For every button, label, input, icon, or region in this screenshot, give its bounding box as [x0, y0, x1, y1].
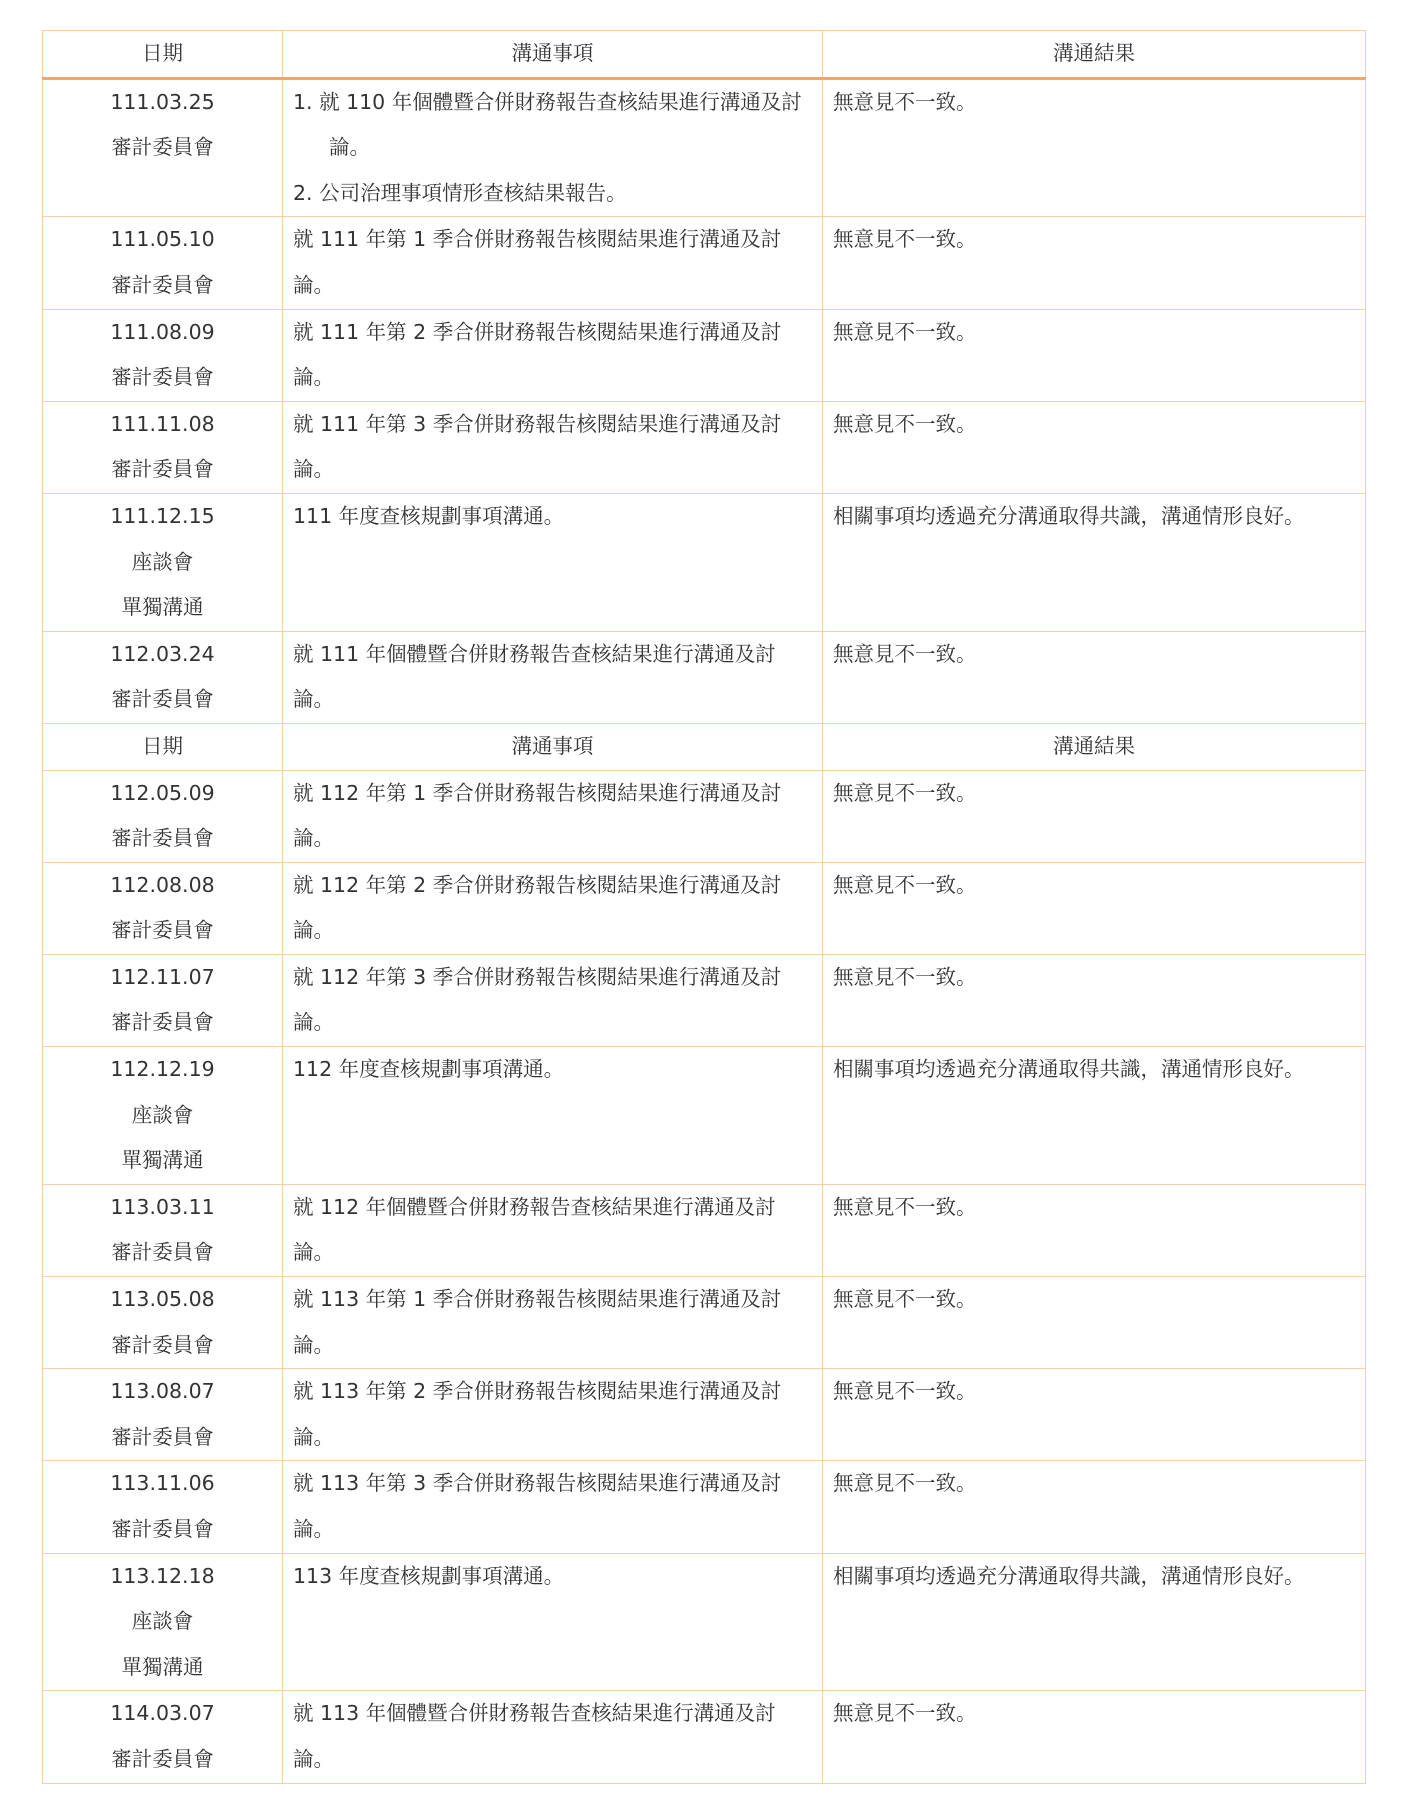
date-cell — [43, 1184, 283, 1276]
table-row — [43, 401, 1366, 493]
result-cell: 無意見不一致。 — [823, 770, 1366, 862]
matter-text: 就 111 年第 2 季合併財務報告核閱結果進行溝通及討論。 — [293, 319, 782, 390]
matter-text: 113 年度查核規劃事項溝通。 — [293, 1563, 565, 1588]
result-cell: 無意見不一致。 — [823, 1369, 1366, 1461]
meeting-type: 審計委員會 — [111, 1424, 214, 1449]
result-cell: 無意見不一致。 — [823, 631, 1366, 723]
matter-text: 就 112 年第 3 季合併財務報告核閱結果進行溝通及討論。 — [293, 964, 782, 1035]
meeting-date: 113.03.11 — [110, 1194, 215, 1219]
result-cell: 相關事項均透過充分溝通取得共識，溝通情形良好。 — [823, 1047, 1366, 1185]
matter-text: 就 113 年第 3 季合併財務報告核閱結果進行溝通及討論。 — [293, 1471, 782, 1541]
result-cell: 無意見不一致。 — [823, 309, 1366, 401]
date-cell — [43, 954, 283, 1046]
matter-cell — [283, 1184, 823, 1276]
meeting-date: 113.08.07 — [110, 1379, 215, 1404]
matter-cell — [283, 401, 823, 493]
table-row — [43, 770, 1366, 862]
meeting-type: 座談會 — [131, 1609, 194, 1634]
date-cell — [43, 401, 283, 493]
meeting-type: 審計委員會 — [111, 826, 214, 851]
communication-table-container — [42, 30, 1365, 1784]
meeting-date: 111.05.10 — [110, 227, 215, 252]
matter-text: 就 112 年個體暨合併財務報告查核結果進行溝通及討論。 — [293, 1194, 776, 1265]
table-header-row — [43, 31, 1366, 79]
date-cell — [43, 493, 283, 631]
matter-cell — [283, 1553, 823, 1691]
meeting-date: 113.05.08 — [110, 1287, 215, 1312]
meeting-date: 112.11.07 — [110, 964, 215, 989]
matter-cell — [283, 78, 823, 217]
meeting-type: 審計委員會 — [111, 272, 214, 297]
table-row — [43, 1277, 1366, 1369]
date-cell — [43, 1047, 283, 1185]
date-cell — [43, 1691, 283, 1783]
meeting-type: 座談會 — [131, 1102, 194, 1127]
result-cell: 無意見不一致。 — [823, 78, 1366, 217]
communication-table — [42, 30, 1366, 1784]
date-cell — [43, 1277, 283, 1369]
header-date: 日期 — [43, 31, 283, 79]
matter-text: 就 111 年第 1 季合併財務報告核閱結果進行溝通及討論。 — [293, 227, 782, 297]
matter-cell — [283, 309, 823, 401]
result-cell: 無意見不一致。 — [823, 1184, 1366, 1276]
matter-text: 就 112 年第 2 季合併財務報告核閱結果進行溝通及討論。 — [293, 872, 782, 943]
meeting-type: 座談會 — [131, 549, 194, 574]
meeting-type: 審計委員會 — [111, 135, 214, 160]
date-cell — [43, 309, 283, 401]
meeting-date: 111.12.15 — [110, 503, 215, 528]
date-cell — [43, 862, 283, 954]
result-cell: 無意見不一致。 — [823, 1691, 1366, 1783]
result-cell: 無意見不一致。 — [823, 954, 1366, 1046]
header-matter: 溝通事項 — [283, 723, 823, 770]
result-cell: 無意見不一致。 — [823, 862, 1366, 954]
result-cell: 無意見不一致。 — [823, 401, 1366, 493]
matter-text: 就 113 年第 1 季合併財務報告核閱結果進行溝通及討論。 — [293, 1287, 782, 1357]
table-row — [43, 954, 1366, 1046]
result-cell: 相關事項均透過充分溝通取得共識，溝通情形良好。 — [823, 1553, 1366, 1691]
meeting-type: 審計委員會 — [111, 365, 214, 390]
table-row — [43, 862, 1366, 954]
matter-cell — [283, 493, 823, 631]
meeting-date: 112.08.08 — [110, 872, 215, 897]
result-cell: 相關事項均透過充分溝通取得共識，溝通情形良好。 — [823, 493, 1366, 631]
table-row — [43, 1369, 1366, 1461]
matter-cell — [283, 770, 823, 862]
header-matter: 溝通事項 — [283, 31, 823, 79]
table-row — [43, 217, 1366, 309]
meeting-type-secondary: 單獨溝通 — [121, 1148, 204, 1173]
result-cell: 無意見不一致。 — [823, 1461, 1366, 1553]
date-cell — [43, 1369, 283, 1461]
matter-cell — [283, 1461, 823, 1553]
table-row — [43, 1184, 1366, 1276]
table-row — [43, 493, 1366, 631]
matter-text: 112 年度查核規劃事項溝通。 — [293, 1057, 565, 1082]
date-cell — [43, 78, 283, 217]
meeting-type: 審計委員會 — [111, 1240, 214, 1265]
matter-text: 就 113 年個體暨合併財務報告查核結果進行溝通及討論。 — [293, 1701, 776, 1771]
meeting-date: 114.03.07 — [110, 1701, 215, 1726]
meeting-type: 審計委員會 — [111, 1517, 214, 1541]
meeting-type: 審計委員會 — [111, 457, 214, 482]
meeting-date: 111.11.08 — [110, 411, 215, 436]
matter-text: 111 年度查核規劃事項溝通。 — [293, 503, 565, 528]
matter-cell — [283, 862, 823, 954]
table-body — [43, 78, 1366, 1783]
meeting-type-secondary: 單獨溝通 — [121, 595, 204, 620]
matter-cell — [283, 954, 823, 1046]
meeting-type-secondary: 單獨溝通 — [121, 1654, 204, 1679]
header-result: 溝通結果 — [823, 723, 1366, 770]
meeting-date: 113.12.18 — [110, 1563, 215, 1588]
matter-cell — [283, 631, 823, 723]
meeting-type: 審計委員會 — [111, 1746, 214, 1771]
meeting-date: 112.05.09 — [110, 780, 215, 805]
table-row — [43, 631, 1366, 723]
meeting-date: 113.11.06 — [110, 1471, 215, 1496]
table-row — [43, 78, 1366, 217]
date-cell — [43, 1553, 283, 1691]
date-cell — [43, 217, 283, 309]
table-row — [43, 1691, 1366, 1783]
date-cell — [43, 770, 283, 862]
matter-list-item: 1. 就 110 年個體暨合併財務報告查核結果進行溝通及討論。 — [293, 89, 802, 160]
meeting-type: 審計委員會 — [111, 687, 214, 712]
result-cell: 無意見不一致。 — [823, 1277, 1366, 1369]
meeting-type: 審計委員會 — [111, 918, 214, 943]
matter-text: 就 113 年第 2 季合併財務報告核閱結果進行溝通及討論。 — [293, 1379, 782, 1449]
meeting-date: 111.08.09 — [110, 319, 215, 344]
meeting-date: 112.03.24 — [110, 641, 215, 666]
matter-cell — [283, 1691, 823, 1783]
matter-cell — [283, 1277, 823, 1369]
table-row — [43, 309, 1366, 401]
matter-list — [293, 80, 812, 217]
meeting-type: 審計委員會 — [111, 1332, 214, 1357]
repeated-header-row — [43, 723, 1366, 770]
matter-list-item: 2. 公司治理事項情形查核結果報告。 — [293, 180, 627, 205]
matter-text: 就 111 年個體暨合併財務報告查核結果進行溝通及討論。 — [293, 641, 776, 712]
matter-cell — [283, 217, 823, 309]
meeting-date: 111.03.25 — [110, 89, 215, 114]
table-row — [43, 1047, 1366, 1185]
date-cell — [43, 631, 283, 723]
result-cell: 無意見不一致。 — [823, 217, 1366, 309]
table-row — [43, 1553, 1366, 1691]
matter-cell — [283, 1047, 823, 1185]
table-row — [43, 1461, 1366, 1553]
matter-text: 就 111 年第 3 季合併財務報告核閱結果進行溝通及討論。 — [293, 411, 782, 482]
header-date: 日期 — [43, 723, 283, 770]
matter-text: 就 112 年第 1 季合併財務報告核閱結果進行溝通及討論。 — [293, 780, 782, 851]
date-cell — [43, 1461, 283, 1553]
meeting-type: 審計委員會 — [111, 1010, 214, 1035]
header-result: 溝通結果 — [823, 31, 1366, 79]
meeting-date: 112.12.19 — [110, 1057, 215, 1082]
matter-cell — [283, 1369, 823, 1461]
